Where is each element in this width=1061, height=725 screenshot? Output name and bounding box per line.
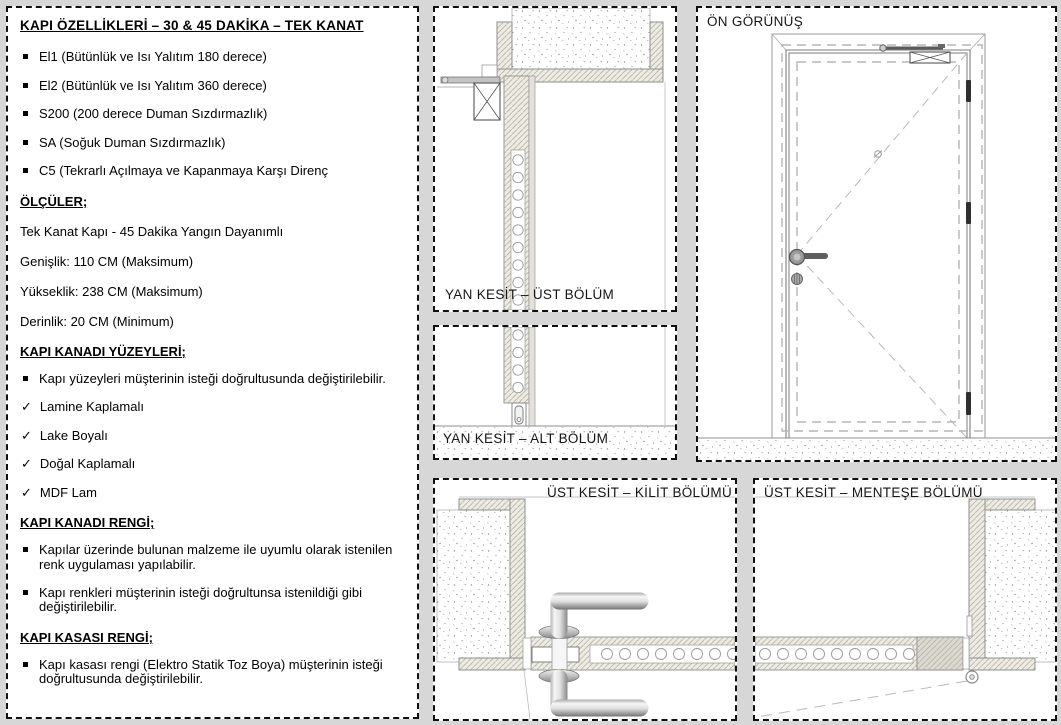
- bullet-square-icon: [23, 54, 28, 59]
- floor-concrete: [698, 438, 1055, 460]
- bullet-square-icon: [23, 547, 28, 552]
- spec-title: KAPI ÖZELLİKLERİ – 30 & 45 DAKİKA – TEK KANAT: [20, 18, 364, 33]
- bullet-item: [20, 543, 405, 572]
- drawing-title-side-section-top: YAN KESİT – ÜST BÖLÜM: [445, 287, 615, 302]
- dimension-line: Genişlik: 110 CM (Maksimum): [20, 253, 194, 269]
- drawing-title-front-view: ÖN GÖRÜNÜŞ: [707, 14, 804, 29]
- section-heading-kanat-rengi: KAPI KANADI RENGİ;: [20, 515, 155, 531]
- drawing-title-top-section-hinge: ÜST KESİT – MENTEŞE BÖLÜMÜ: [764, 485, 983, 500]
- bullet-item: [20, 586, 405, 615]
- check-icon: ✓: [21, 399, 32, 415]
- bullet-item: [20, 658, 405, 687]
- swing-hint-line: [524, 670, 530, 719]
- bullet-square-icon: [23, 111, 28, 116]
- drawing-panel-front-view: [696, 6, 1057, 462]
- lever-handle-upper: [559, 601, 640, 630]
- dimension-line: Yükseklik: 238 CM (Maksimum): [20, 283, 203, 299]
- door-leaf-dashed-outline: [782, 45, 982, 431]
- insulation-holes: [760, 649, 915, 660]
- drawing-title-side-section-bottom: YAN KESİT – ALT BÖLÜM: [443, 431, 609, 446]
- concrete-wall: [437, 510, 510, 662]
- drawing-panel-side-section-top: [433, 6, 677, 312]
- feature-text: El2 (Bütünlük ve Isı Yalıtım 360 derece): [39, 77, 267, 93]
- section-heading-olculer: ÖLÇÜLER;: [20, 193, 88, 209]
- section-heading-yuzeyler: KAPI KANADI YÜZEYLERİ;: [20, 343, 186, 359]
- check-item: [20, 457, 405, 472]
- bullet-square-icon: [23, 83, 28, 88]
- diameter-symbol: [874, 151, 882, 158]
- feature-item: [20, 136, 405, 151]
- bullet-square-icon: [23, 662, 28, 667]
- feature-text: S200 (200 derece Duman Sızdırmazlık): [39, 106, 268, 122]
- swing-line: [757, 681, 967, 717]
- concrete-lintel: [512, 8, 650, 69]
- top-section-hinge-drawing: [755, 480, 1055, 719]
- section-heading-kasa-rengi: KAPI KASASI RENGİ;: [20, 629, 153, 645]
- check-text: Lake Boyalı: [39, 427, 108, 443]
- check-icon: ✓: [21, 484, 32, 500]
- feature-text: C5 (Tekrarlı Açılmaya ve Kapanmaya Karşı Direnç: [39, 163, 328, 179]
- door-leaf-section: [504, 76, 535, 310]
- swing-lines: [797, 53, 967, 438]
- dimension-line: Tek Kanat Kapı - 45 Dakika Yangın Dayanımlı: [20, 223, 284, 239]
- drawing-title-top-section-lock: ÜST KESİT – KİLİT BÖLÜMÜ: [547, 485, 733, 500]
- check-text: Lamine Kaplamalı: [39, 399, 144, 415]
- door-frame: [772, 34, 985, 438]
- bullet-square-icon: [23, 140, 28, 145]
- front-view-drawing: [698, 8, 1055, 460]
- frame-bracket: [967, 616, 972, 636]
- feature-item: [20, 164, 405, 179]
- drawing-panel-top-section-hinge: [753, 478, 1057, 721]
- check-item: [20, 429, 405, 444]
- bullet-text: Kapı kasası rengi (Elektro Statik Toz Boya) müşterinin isteği doğrultusunda değiştirilebilir.: [39, 656, 383, 687]
- door-leaf-section: [755, 637, 969, 670]
- closer-bracket: [482, 65, 497, 77]
- check-text: MDF Lam: [39, 484, 97, 500]
- check-icon: ✓: [21, 456, 32, 472]
- feature-text: SA (Soğuk Duman Sızdırmazlık): [39, 134, 226, 150]
- concrete-wall: [985, 510, 1055, 662]
- insulation-holes: [513, 155, 523, 305]
- spec-panel: [6, 6, 419, 719]
- bullet-text: Kapı yüzeyleri müşterinin isteği doğrultusunda değiştirilebilir.: [39, 370, 386, 386]
- drawing-panel-side-section-bottom: [433, 325, 677, 460]
- bullet-text: Kapı renkleri müşterinin isteği doğrultunsa istenildiği gibi değiştirilebilir.: [39, 584, 363, 615]
- bullet-text: Kapılar üzerinde bulunan malzeme ile uyumlu olarak istenilen renk uygulaması yapılabilir.: [39, 542, 393, 573]
- door-closer-body: [474, 83, 500, 120]
- door-handle: [790, 250, 829, 265]
- feature-item: [20, 50, 405, 65]
- top-section-lock-drawing: [435, 480, 735, 719]
- feature-item: [20, 79, 405, 94]
- side-section-top-drawing: [435, 8, 675, 310]
- check-item: [20, 486, 405, 501]
- dimension-line: Derinlik: 20 CM (Minimum): [20, 313, 174, 329]
- bullet-square-icon: [23, 168, 28, 173]
- check-text: Doğal Kaplamalı: [39, 456, 136, 472]
- lock-cylinder: [792, 274, 803, 285]
- drop-seal: [512, 403, 526, 426]
- drawing-panel-top-section-lock: [433, 478, 737, 721]
- feature-item: [20, 107, 405, 122]
- check-icon: ✓: [21, 427, 32, 443]
- feature-text: El1 (Bütünlük ve Isı Yalıtım 180 derece): [39, 49, 267, 64]
- lever-handle-lower: [559, 678, 640, 708]
- bullet-square-icon: [23, 590, 28, 595]
- check-item: [20, 400, 405, 415]
- bullet-item: [20, 372, 405, 387]
- bullet-square-icon: [23, 376, 28, 381]
- hinge-pin: [966, 671, 978, 683]
